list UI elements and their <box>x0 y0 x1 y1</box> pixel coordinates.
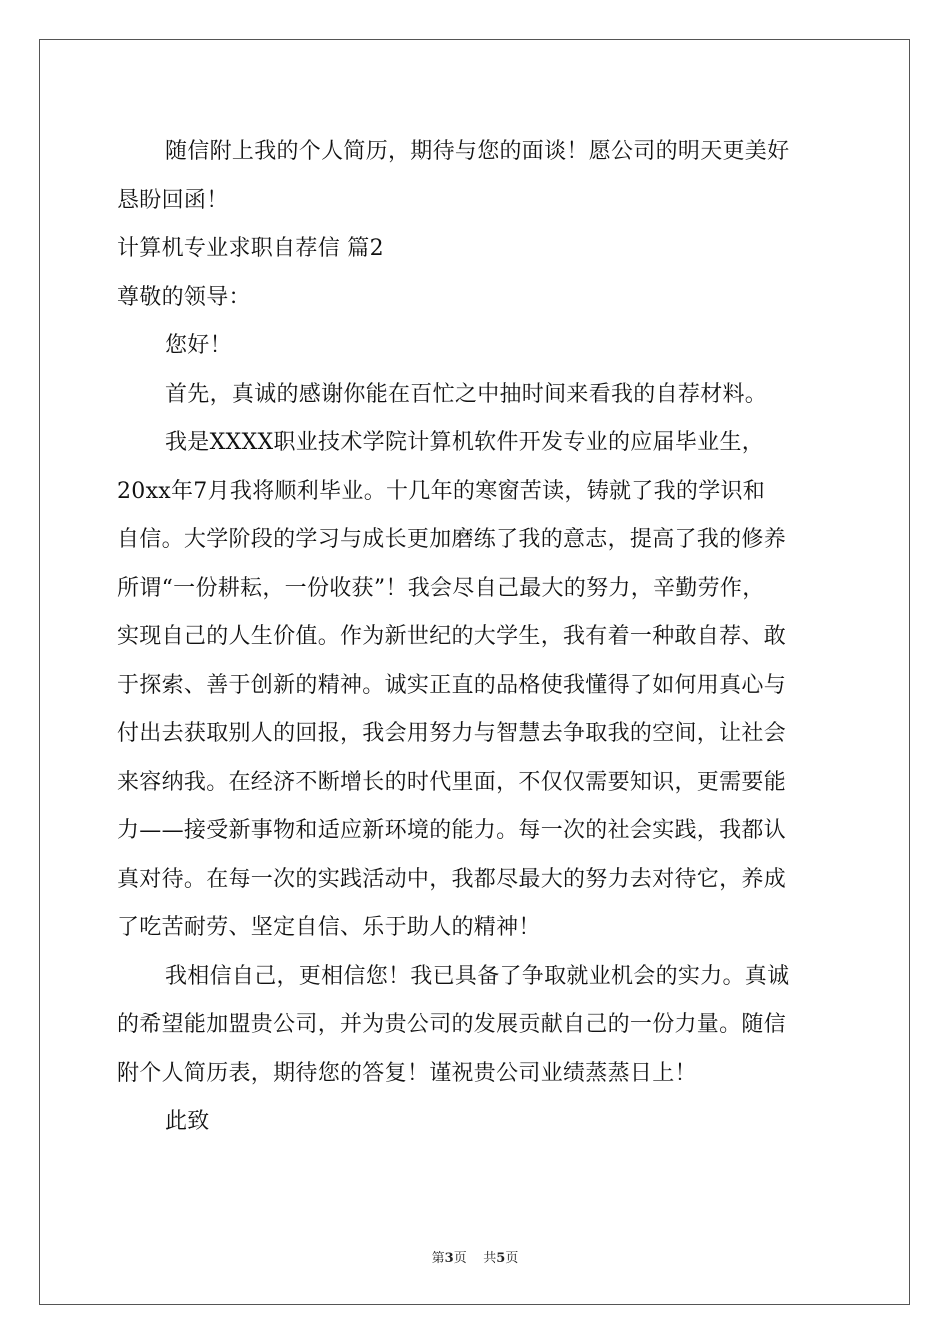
total-prefix: 共 <box>483 1251 497 1266</box>
paragraph-line: 来容纳我。在经济不断增长的时代里面，不仅仅需要知识，更需要能 <box>117 769 787 795</box>
paragraph-line: 实现自己的人生价值。作为新世纪的大学生，我有着一种敢自荐、敢 <box>117 624 787 649</box>
paragraph-line: 我相信自己，更相信您！我已具备了争取就业机会的实力。真诚 <box>165 963 790 989</box>
paragraph-line: 于探索、善于创新的精神。诚实正直的品格使我懂得了如何用真心与 <box>117 672 787 698</box>
paragraph-line: 随信附上我的个人简历，期待与您的面谈！愿公司的明天更美好 <box>165 139 790 164</box>
total-suffix: 页 <box>505 1251 519 1266</box>
total-pages: 5 <box>496 1251 506 1266</box>
page-footer <box>0 1247 950 1266</box>
paragraph-line: 付出去获取别人的回报，我会用努力与智慧去争取我的空间，让社会 <box>117 721 787 746</box>
paragraph-line: 真对待。在每一次的实践活动中，我都尽最大的努力去对待它，养成 <box>117 866 787 892</box>
letter-body <box>117 128 837 1147</box>
paragraph-line: 首先，真诚的感谢你能在百忙之中抽时间来看我的自荐材料。 <box>165 381 768 407</box>
paragraph-line: 我是XXXX职业技术学院计算机软件开发专业的应届毕业生， <box>165 430 765 455</box>
section-title: 计算机专业求职自荐信 篇2 <box>117 236 384 261</box>
closing: 此致 <box>165 1109 210 1134</box>
paragraph-line: 力——接受新事物和适应新环境的能力。每一次的社会实践，我都认 <box>117 818 787 843</box>
paragraph-line: 恳盼回函！ <box>117 187 229 213</box>
paragraph-line: 附个人简历表，期待您的答复！谨祝贵公司业绩蒸蒸日上！ <box>117 1060 697 1086</box>
paragraph-line: 所谓“一份耕耘，一份收获”！我会尽自己最大的努力，辛勤劳作， <box>117 575 765 601</box>
page-suffix: 页 <box>453 1251 467 1266</box>
paragraph-line: 自信。大学阶段的学习与成长更加磨练了我的意志，提高了我的修养 <box>117 527 787 552</box>
page-prefix: 第 <box>431 1251 445 1266</box>
page-number: 3 <box>444 1251 454 1266</box>
salutation: 尊敬的领导： <box>117 284 251 310</box>
paragraph-line: 20xx年7月我将顺利毕业。十几年的寒窗苦读，铸就了我的学识和 <box>117 478 766 504</box>
paragraph-line: 了吃苦耐劳、坚定自信、乐于助人的精神！ <box>117 915 541 940</box>
greeting: 您好！ <box>165 333 232 358</box>
paragraph-line: 的希望能加盟贵公司，并为贵公司的发展贡献自己的一份力量。随信 <box>117 1012 787 1037</box>
